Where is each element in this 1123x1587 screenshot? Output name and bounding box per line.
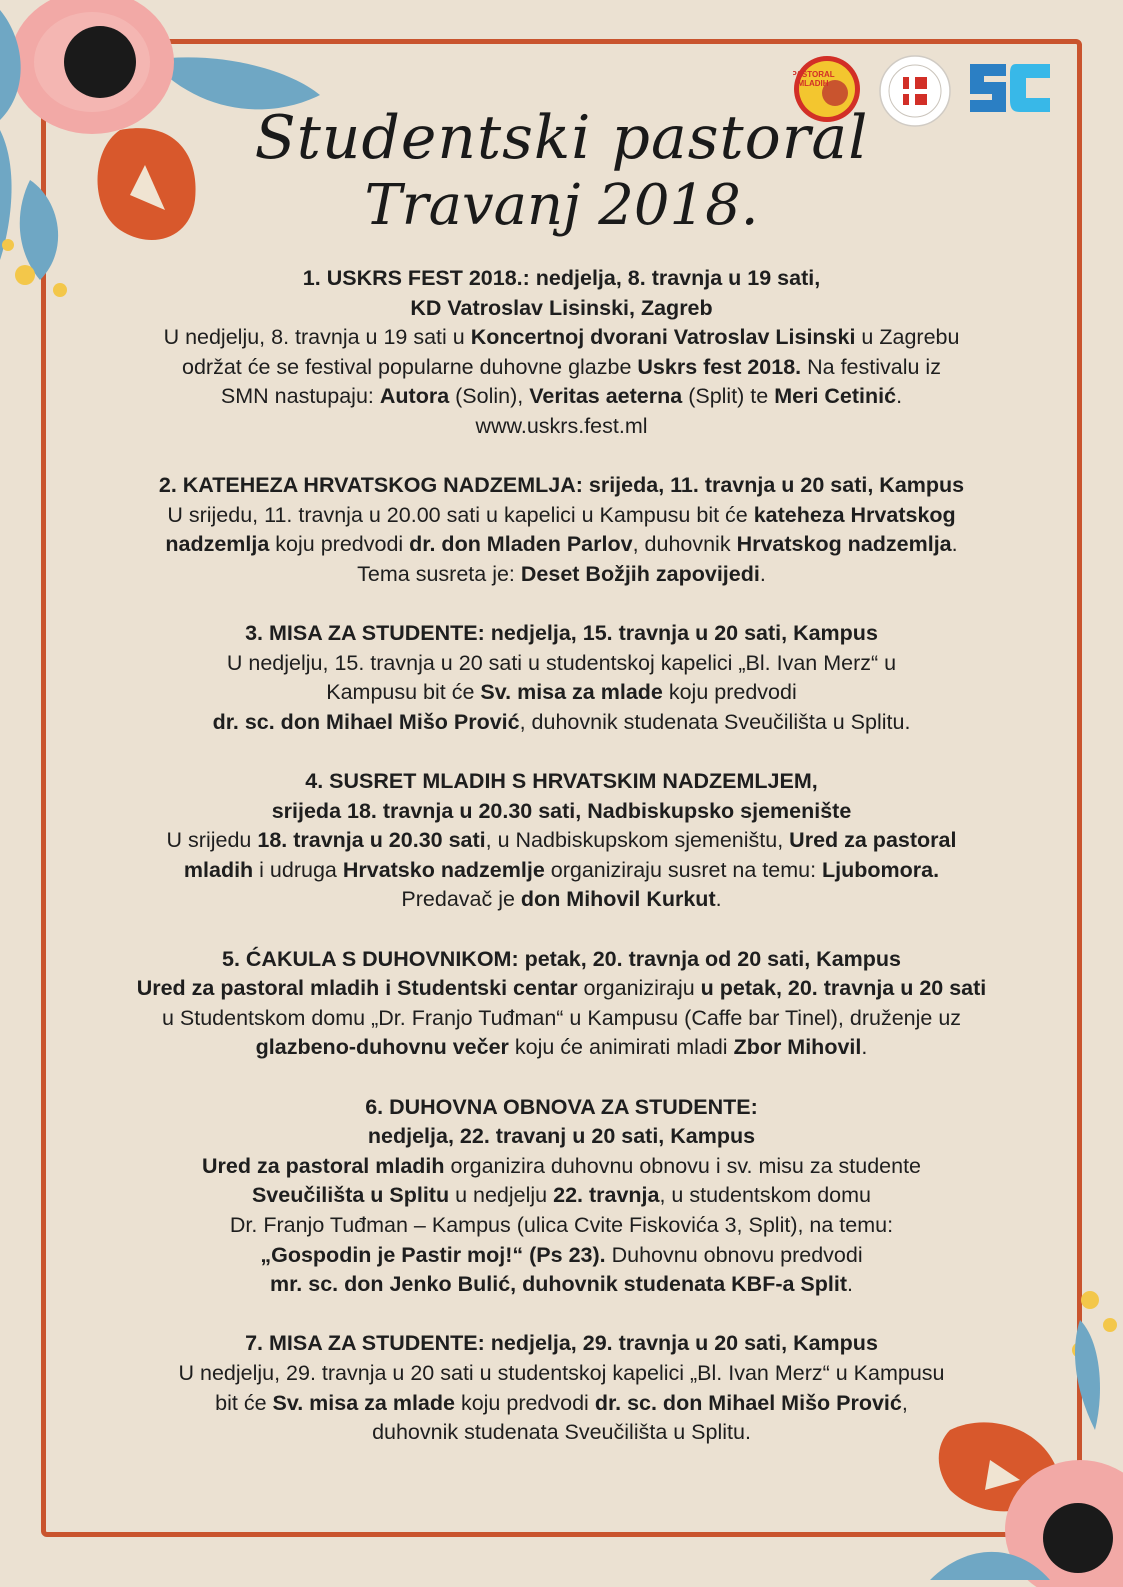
event-text-line <box>110 678 1013 708</box>
text: SMN nastupaju: <box>220 384 380 409</box>
text: Kampusu bit će <box>326 680 481 705</box>
bold-text: nedjelja, 22. travanj u 20 sati, Kampus <box>367 1124 756 1149</box>
event-text-line <box>110 382 1013 412</box>
bold-text: Autora <box>379 384 450 409</box>
event-text-line <box>110 323 1013 353</box>
bold-text: „Gospodin je Pastir moj!“ (Ps 23). <box>260 1242 606 1267</box>
event-text-line <box>110 353 1013 383</box>
event-text-line <box>110 856 1013 886</box>
text: , <box>901 1390 908 1415</box>
bold-text: 3. MISA ZA STUDENTE: nedjelja, 15. travnja u 20 sati, Kampus <box>245 621 878 646</box>
bold-text: mr. sc. don Jenko Bulić, duhovnik studenata KBF-a Split <box>270 1272 848 1297</box>
text: U nedjelju, 29. travnja u 20 sati u studentskoj kapelici „Bl. Ivan Merz“ u Kampusu <box>178 1360 945 1385</box>
bold-text: 22. travnja <box>553 1183 660 1208</box>
text: . <box>951 532 958 557</box>
event-text-line <box>110 797 1013 827</box>
text: Duhovnu obnovu predvodi <box>605 1242 863 1267</box>
title-line-1: Studentski pastoral <box>254 103 869 173</box>
event-text-line <box>110 1359 1013 1389</box>
text: i udruga <box>253 857 343 882</box>
event-text-line <box>110 1181 1013 1211</box>
text: organiziraju susret na temu: <box>544 857 823 882</box>
text: . <box>896 384 903 409</box>
event-text-line <box>110 974 1013 1004</box>
text: . <box>715 887 722 912</box>
text: . <box>759 561 766 586</box>
text: organiziraju <box>577 976 701 1001</box>
event-text-line <box>110 294 1013 324</box>
event-text-line <box>110 501 1013 531</box>
bold-text: dr. sc. don Mihael Mišo Prović <box>212 709 520 734</box>
text: www.uskrs.fest.ml <box>475 413 648 438</box>
event-text-line <box>110 1389 1013 1419</box>
event-text-line <box>110 1152 1013 1182</box>
text: bit će <box>215 1390 273 1415</box>
bold-text: Zbor Mihovil <box>733 1035 862 1060</box>
bold-text: u petak, 20. travnja u 20 sati <box>700 976 987 1001</box>
bold-text: Deset Božjih zapovijedi <box>520 561 760 586</box>
text: u nedjelju <box>449 1183 554 1208</box>
event-text-line <box>110 1122 1013 1152</box>
text: Dr. Franjo Tuđman – Kampus (ulica Cvite Fiskovića 3, Split), na temu: <box>229 1213 894 1237</box>
event-heading <box>110 619 1013 649</box>
event-text-line <box>110 1270 1013 1300</box>
event-text-line <box>110 885 1013 915</box>
bold-text: don Mihovil Kurkut <box>520 887 716 912</box>
event-6 <box>110 1093 1013 1300</box>
text: u Zagrebu <box>855 325 960 350</box>
bold-text: Uskrs fest 2018. <box>637 354 802 379</box>
bold-text: KD Vatroslav Lisinski, Zagreb <box>410 295 713 320</box>
bold-text: srijeda 18. travnja u 20.30 sati, Nadbiskupsko sjemenište <box>271 798 852 823</box>
bold-text: dr. don Mladen Parlov <box>409 532 633 557</box>
text: duhovnik studenata Sveučilišta u Splitu. <box>372 1420 751 1445</box>
event-text-line <box>110 649 1013 679</box>
text: . <box>861 1035 868 1060</box>
text: , u studentskom domu <box>659 1183 872 1208</box>
bold-text: 7. MISA ZA STUDENTE: nedjelja, 29. travnja u 20 sati, Kampus <box>245 1331 878 1356</box>
text: (Solin), <box>449 384 530 409</box>
event-text-line <box>110 1241 1013 1271</box>
event-5 <box>110 945 1013 1063</box>
text: koju predvodi <box>662 680 797 705</box>
events-list <box>110 264 1013 1477</box>
bold-text: Ured za pastoral mladih i Studentski centar <box>136 976 578 1001</box>
bold-text: Sveučilišta u Splitu <box>251 1183 450 1208</box>
event-text-line <box>110 708 1013 738</box>
bold-text: Ljubomora. <box>822 857 940 882</box>
svg-text:PASTORAL: PASTORAL <box>793 70 835 79</box>
bold-text: 1. USKRS FEST 2018.: nedjelja, 8. travnja u 19 sati, <box>302 266 821 290</box>
text: koju će animirati mladi <box>508 1035 734 1060</box>
text: Tema susreta je: <box>357 561 521 586</box>
bold-text: Sv. misa za mlade <box>272 1390 455 1415</box>
text: Na festivalu iz <box>801 354 941 379</box>
bold-text: Sv. misa za mlade <box>480 680 663 705</box>
bold-text: Ured za pastoral mladih <box>201 1153 445 1178</box>
bold-text: 2. KATEHEZA HRVATSKOG NADZEMLJA: srijeda, 11. travnja u 20 sati, Kampus <box>158 473 965 498</box>
event-text-line <box>110 560 1013 590</box>
bold-text: Veritas aeterna <box>529 384 683 409</box>
bold-text: Hrvatskog nadzemlja <box>736 532 952 557</box>
text: (Split) te <box>682 384 775 409</box>
text: , duhovnik <box>632 532 737 557</box>
text: . <box>847 1272 853 1297</box>
bold-text: Koncertnoj dvorani Vatroslav Lisinski <box>470 325 856 350</box>
event-text-line <box>110 1033 1013 1063</box>
event-heading <box>110 1093 1013 1123</box>
bold-text: 5. ĆAKULA S DUHOVNIKOM: petak, 20. travnja od 20 sati, Kampus <box>222 946 901 971</box>
text: organizira duhovnu obnovu i sv. misu za studente <box>444 1153 921 1178</box>
event-text-line <box>110 1211 1013 1241</box>
event-heading <box>110 1329 1013 1359</box>
event-text-line <box>110 1004 1013 1034</box>
text: U nedjelju, 15. travnja u 20 sati u studentskoj kapelici „Bl. Ivan Merz“ u <box>226 650 897 675</box>
event-4 <box>110 767 1013 915</box>
svg-text:MLADIH: MLADIH <box>797 79 829 88</box>
bold-text: Meri Cetinić <box>774 384 897 409</box>
bold-text: dr. sc. don Mihael Mišo Prović <box>594 1390 902 1415</box>
bold-text: glazbeno-duhovnu večer <box>255 1035 509 1060</box>
event-text-line <box>110 412 1013 442</box>
text: koju predvodi <box>454 1390 595 1415</box>
text: U srijedu <box>166 828 258 853</box>
text: , u Nadbiskupskom sjemeništu, <box>485 828 790 853</box>
bold-text: 4. SUSRET MLADIH S HRVATSKIM NADZEMLJEM, <box>305 769 818 794</box>
event-heading <box>110 264 1013 294</box>
event-1 <box>110 264 1013 442</box>
bold-text: 6. DUHOVNA OBNOVA ZA STUDENTE: <box>365 1094 758 1119</box>
text: koju predvodi <box>269 532 410 557</box>
title-line-2: Travanj 2018. <box>364 173 759 238</box>
bold-text: 18. travnja u 20.30 sati <box>257 828 486 853</box>
text: u Studentskom domu „Dr. Franjo Tuđman“ u Kampusu (Caffe bar Tinel), druženje uz <box>161 1005 962 1030</box>
bold-text: kateheza Hrvatskog <box>753 502 956 527</box>
event-text-line <box>110 530 1013 560</box>
text: održat će se festival popularne duhovne glazbe <box>182 354 638 379</box>
bold-text: nadzemlja <box>165 532 270 557</box>
event-heading <box>110 471 1013 501</box>
text: , duhovnik studenata Sveučilišta u Splitu. <box>519 709 911 734</box>
bold-text: Ured za pastoral <box>789 828 957 853</box>
event-7 <box>110 1329 1013 1447</box>
bold-text: Hrvatsko nadzemlje <box>342 857 545 882</box>
event-heading <box>110 945 1013 975</box>
text: Predavač je <box>401 887 521 912</box>
bold-text: mladih <box>183 857 254 882</box>
event-heading <box>110 767 1013 797</box>
text: U srijedu, 11. travnja u 20.00 sati u kapelici u Kampusu bit će <box>167 502 754 527</box>
event-2 <box>110 471 1013 589</box>
text: U nedjelju, 8. travnja u 19 sati u <box>163 325 471 350</box>
event-text-line <box>110 826 1013 856</box>
event-text-line <box>110 1418 1013 1448</box>
event-3 <box>110 619 1013 737</box>
